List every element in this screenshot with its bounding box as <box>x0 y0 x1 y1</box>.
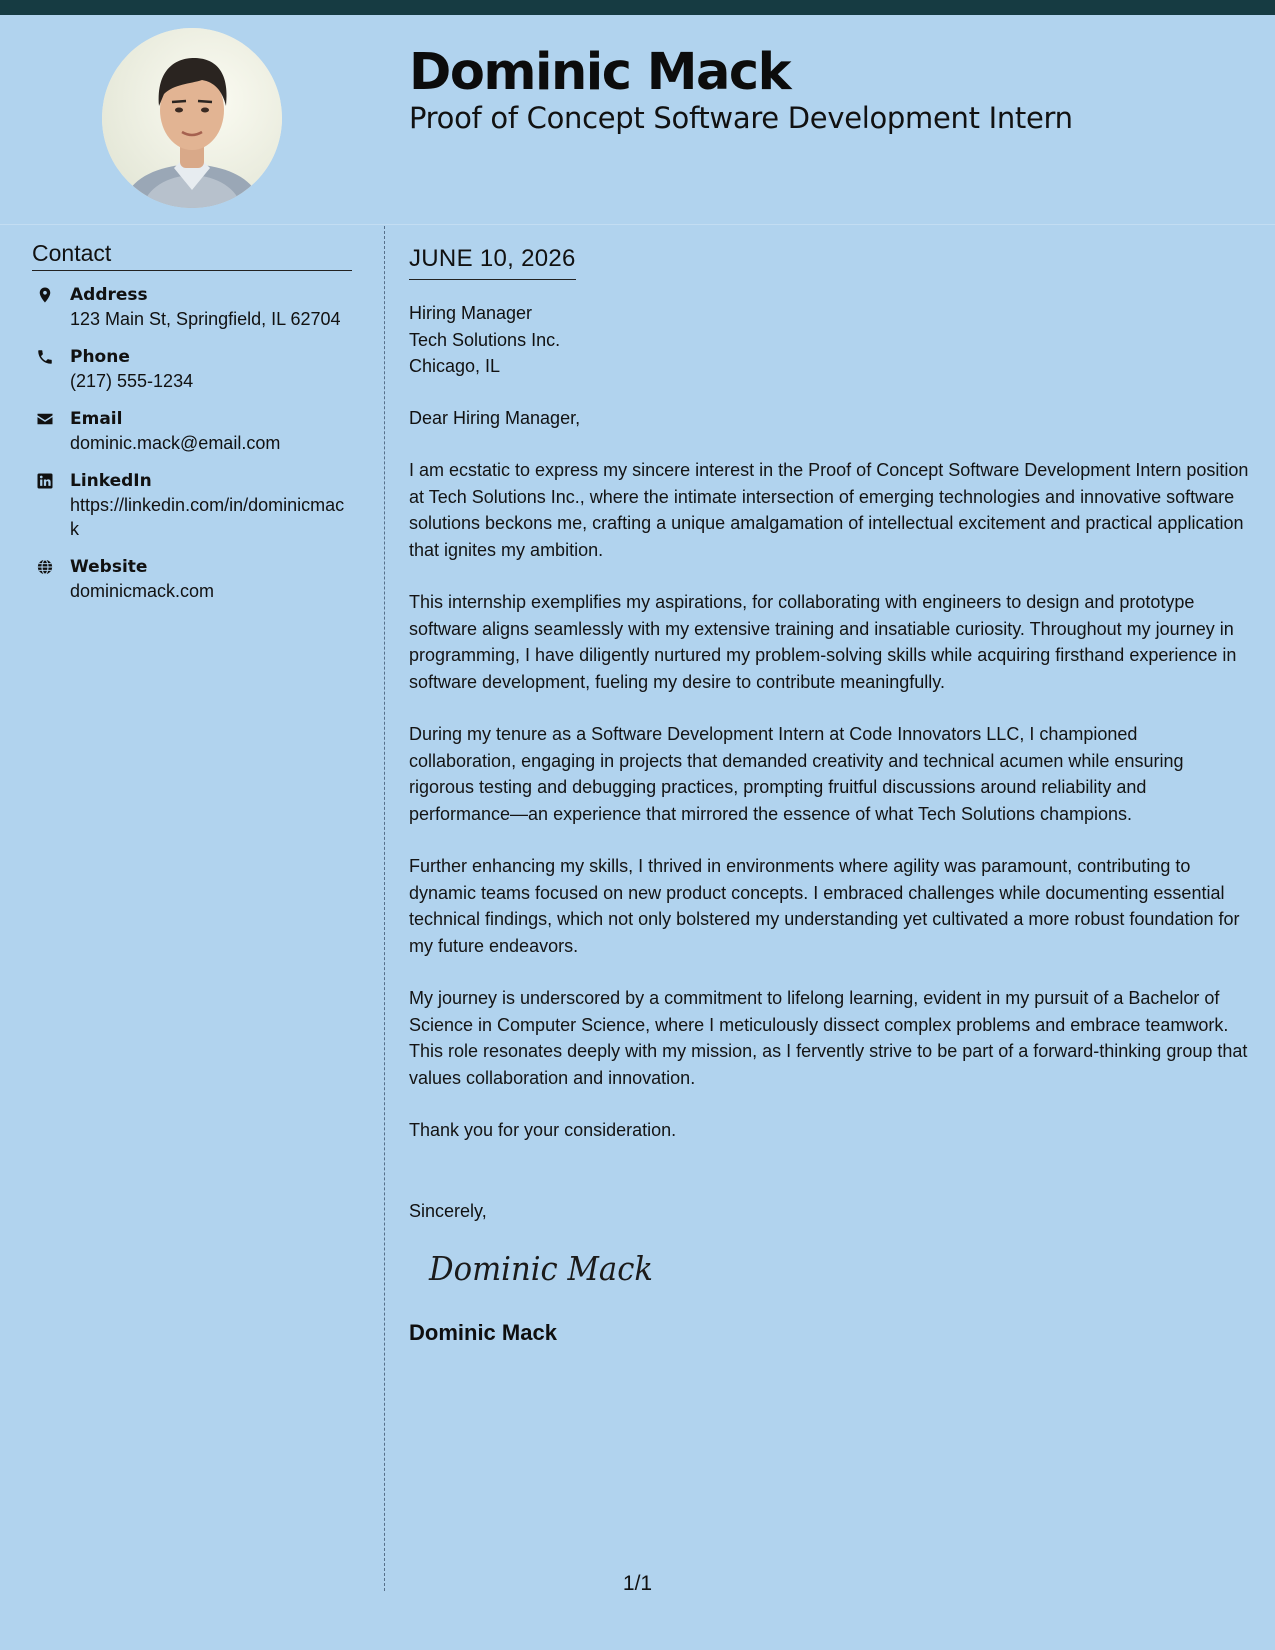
contact-item-linkedin <box>32 469 352 541</box>
handwritten-signature <box>427 1246 667 1292</box>
recipient-block <box>409 300 1249 380</box>
header <box>0 15 1275 225</box>
avatar <box>102 28 282 208</box>
paragraph: I am ecstatic to express my sincere interest in the Proof of Concept Software Development Intern position at Tech Solutions Inc., where the intimate intersection of emerging technologies and innovative software solutions beckons me, crafting a unique amalgamation of intellectual excitement and practical application that ignites my ambition. <box>409 460 1249 560</box>
globe-icon <box>32 555 70 603</box>
salutation: Dear Hiring Manager, <box>409 407 581 428</box>
letter-body <box>409 245 1249 1346</box>
contact-item-address <box>32 283 352 331</box>
contact-item-phone <box>32 345 352 393</box>
contact-label: Email <box>70 409 123 429</box>
email-value[interactable]: dominic.mack@email.com <box>70 433 281 453</box>
svg-text:Dominic Mack: Dominic Mack <box>428 1249 653 1288</box>
recipient-line: Hiring Manager <box>409 303 533 323</box>
contact-label: Phone <box>70 347 130 367</box>
linkedin-value[interactable]: https://linkedin.com/in/dominicmack <box>70 495 345 539</box>
recipient-line: Chicago, IL <box>409 356 501 376</box>
top-bar <box>0 0 1275 15</box>
contact-item-email <box>32 407 352 455</box>
paragraph: During my tenure as a Software Development Intern at Code Innovators LLC, I championed collaboration, engaging in projects that demanded creativity and technical acumen while ensuring rigorous testing and debugging practices, prompting fruitful discussions around reliability and performance—an experience that mirrored the essence of what Tech Solutions champions. <box>409 724 1184 824</box>
signer-name: Dominic Mack <box>409 1320 557 1345</box>
applicant-name: Dominic Mack <box>409 43 791 102</box>
contact-label: LinkedIn <box>70 471 152 491</box>
paragraph: This internship exemplifies my aspirations, for collaborating with engineers to design and prototype software aligns seamlessly with my extensive training and insatiable curiosity. Throughout my journey in programming, I have diligently nurtured my problem-solving skills while acquiring firsthand experience in software development, fueling my desire to contribute meaningfully. <box>409 592 1237 692</box>
job-title: Proof of Concept Software Development Intern <box>409 101 1073 135</box>
website-value[interactable]: dominicmack.com <box>70 581 215 601</box>
contact-label: Website <box>70 557 148 577</box>
linkedin-icon <box>32 469 70 541</box>
phone-icon <box>32 345 70 393</box>
envelope-icon <box>32 407 70 455</box>
recipient-line: Tech Solutions Inc. <box>409 329 561 350</box>
address-value: 123 Main St, Springfield, IL 62704 <box>70 309 341 329</box>
portrait-image <box>102 28 282 208</box>
location-pin-icon <box>32 283 70 331</box>
letter-date: JUNE 10, 2026 <box>409 245 576 280</box>
paragraph: My journey is underscored by a commitment to lifelong learning, evident in my pursuit of a Bachelor of Science in Computer Science, where I meticulously dissect complex problems and embrace teamwork. This role resonates deeply with my mission, as I fervently strive to be part of a forward-thinking group that values collaboration and innovation. <box>409 988 1248 1088</box>
contact-sidebar <box>32 240 352 617</box>
column-divider <box>384 226 385 1591</box>
page-number: 1/1 <box>622 1572 653 1595</box>
closing: Sincerely, <box>409 1200 487 1221</box>
contact-label: Address <box>70 285 148 305</box>
paragraph: Further enhancing my skills, I thrived in environments where agility was paramount, contributing to dynamic teams focused on new product concepts. I embraced challenges while documenting essential technical findings, which not only bolstered my understanding yet cultivated a more robust foundation for my future endeavors. <box>409 856 1240 956</box>
phone-value: (217) 555-1234 <box>70 371 194 391</box>
contact-heading: Contact <box>32 240 352 271</box>
contact-item-website <box>32 555 352 603</box>
paragraph: Thank you for your consideration. <box>409 1120 677 1140</box>
